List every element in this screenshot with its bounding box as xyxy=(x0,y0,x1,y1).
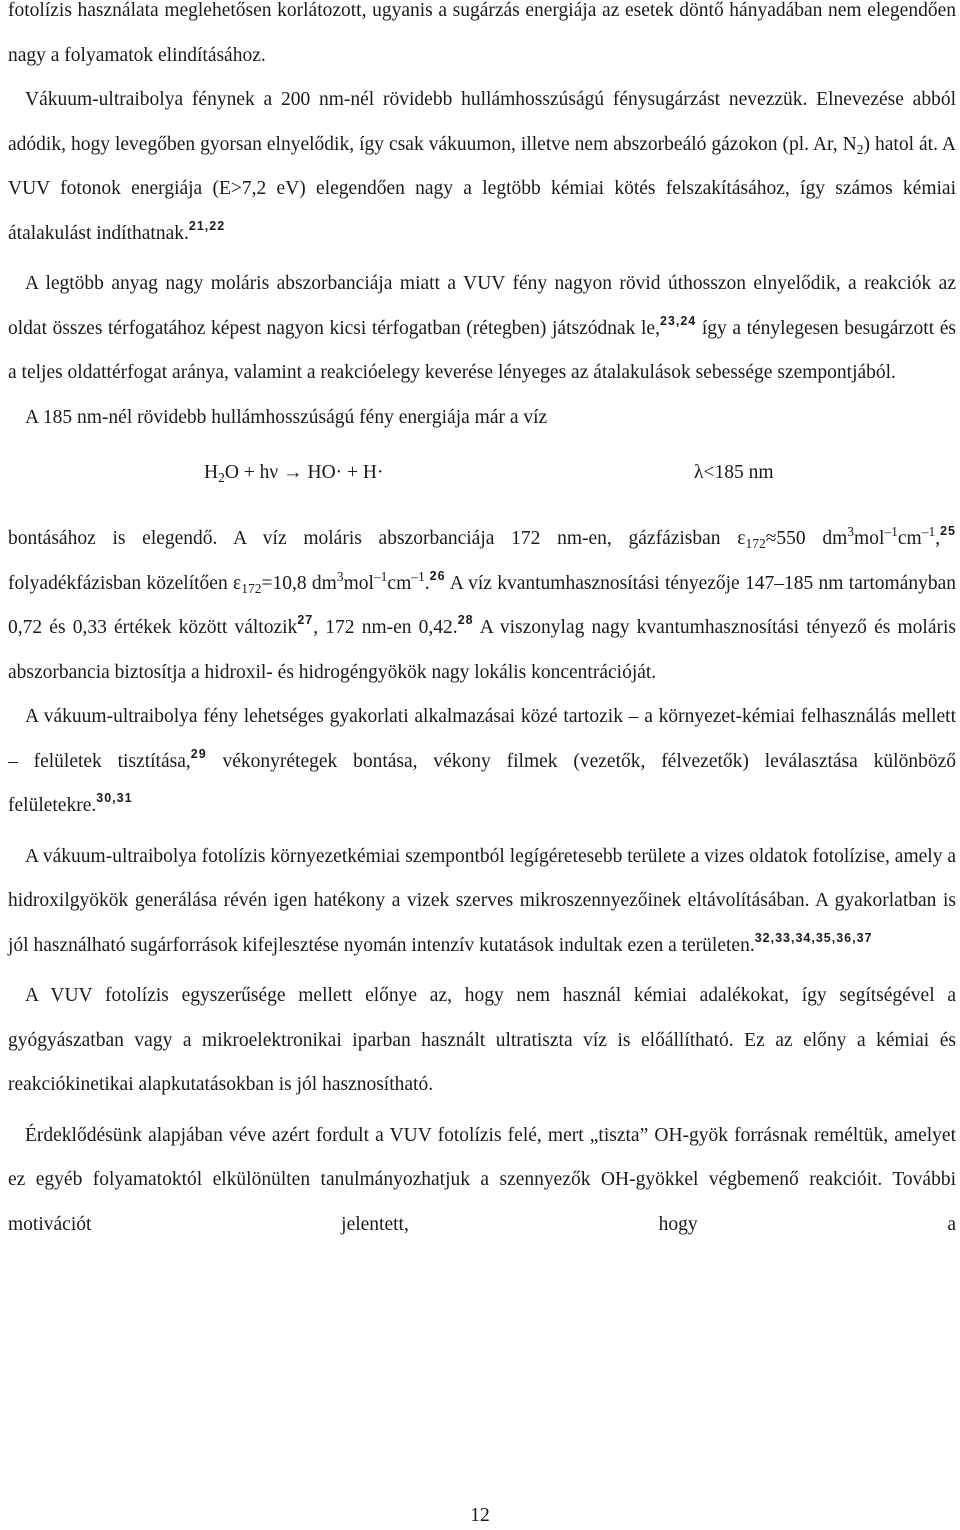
p3-text-8: mol xyxy=(343,572,374,594)
p3-text-5: , xyxy=(935,528,941,549)
paragraph-1-text-2: Vákuum-ultraibolya fénynek a 200 nm-nél rövidebb hullámhosszúságú fénysugárzást nevezzük. Elnevezése abból adódik, hogy levegőben gyorsan elnyelődik, így csak vákuumon, illetve nem abszorbeáló gázokon (pl. Ar, N xyxy=(8,89,956,155)
p3-sub-2: 172 xyxy=(241,580,262,596)
p3-sup-6: –1 xyxy=(411,568,425,584)
p3-text-3: mol xyxy=(854,528,885,549)
page-number: 12 xyxy=(470,1505,490,1526)
p3-text-11: A víz kvantumhasznosítási tényezője 147–185 nm tartományban 0,72 és 0,33 értékek között változik xyxy=(8,572,956,638)
p3-sup-1: 3 xyxy=(847,524,855,539)
p3-sub-1: 172 xyxy=(745,536,766,551)
citation-26: 26 xyxy=(429,568,446,583)
p3-text-12: , 172 nm-en 0,42. xyxy=(313,617,458,638)
p3-text-7: =10,8 dm xyxy=(261,572,337,594)
citation-30-31: 30,31 xyxy=(96,791,133,805)
paragraph-2 xyxy=(8,262,956,396)
p3-sup-3: –1 xyxy=(921,524,936,539)
paragraph-1 xyxy=(8,0,956,256)
paragraph-7: Érdeklődésünk alapjában véve azért fordult a VUV fotolízis felé, mert „tiszta” OH-gyök forrásnak reméltük, amelyet ez egyéb folyamatoktól elkülönülten tanulmányozhatjuk a szennyezők OH-gyökkel végbemenő reakcióit. További motivációt jelentett, hogy a xyxy=(8,1124,956,1235)
paragraph-1-text-3: ) hatol át. A VUV fotonok energiája (E>7,2 eV) elegendően nagy a legtöbb kémiai kötés felszakításához, így számos kémiai átalakulást indíthatnak. xyxy=(8,133,956,244)
paragraph-5 xyxy=(8,835,956,969)
citation-29: 29 xyxy=(190,746,207,761)
paragraph-2-text-2: így a ténylegesen besugárzott és a teljes oldattérfogat aránya, valamint a reakcióelegy keverése lényeges az átalakulások sebessége szempontjából. xyxy=(8,317,956,383)
p3-text-4: cm xyxy=(897,528,922,549)
equation-subscript-2: 2 xyxy=(218,470,225,485)
p3-text-2: ≈550 dm xyxy=(765,528,848,549)
citation-23-24: 23,24 xyxy=(659,313,697,328)
p4-text-2: vékonyrétegek bontása, vékony filmek (vezetők, félvezetők) leválasztása különböző felületekre. xyxy=(8,750,956,816)
p3-text-13: A viszonylag nagy kvantumhasznosítási tényező és moláris abszorbancia biztosítja a hidroxil- és hidrogéngyökök nagy lokális koncentrációját. xyxy=(8,617,956,683)
paragraph-3 xyxy=(8,517,956,695)
paragraph-1-text-1: fotolízis használata meglehetősen korlátozott, ugyanis a sugárzás energiája az esetek döntő hányadában nem elegendően nagy a folyamatok elindításához. xyxy=(8,0,956,66)
p5-text-1: A vákuum-ultraibolya fotolízis környezetkémiai szempontból legígéretesebb területe a vizes oldatok fotolízise, amely a hidroxilgyökök generálása révén igen hatékony a vizek szerves mikroszennyezőinek eltávolításában. A gyakorlatban is jól használható sugárforrások kifejlesztése nyomán intenzív kutatások indultak ezen a területen. xyxy=(8,845,956,956)
p3-text-10: . xyxy=(424,572,430,594)
citation-21-22: 21,22 xyxy=(188,218,226,233)
p3-sup-2: –1 xyxy=(884,524,898,539)
citation-27: 27 xyxy=(297,613,314,627)
p3-sup-4: 3 xyxy=(336,568,344,584)
paragraph-1-subscript: 2 xyxy=(856,141,864,157)
p3-sup-5: –1 xyxy=(373,568,388,584)
p3-text-6: folyadékfázisban közelítően ε xyxy=(8,572,242,594)
paragraph-3-intro: A 185 nm-nél rövidebb hullámhosszúságú fény energiája már a víz xyxy=(25,406,548,428)
p3-text-1: bontásához is elegendő. A víz moláris abszorbanciája 172 nm-en, gázfázisban ε xyxy=(8,528,746,549)
equation-h: H xyxy=(204,462,219,483)
p4-text-1: A vákuum-ultraibolya fény lehetséges gyakorlati alkalmazásai közé tartozik – a környezet-kémiai felhasználás mellett – felületek tisztítása, xyxy=(8,706,956,772)
equation-water-photolysis xyxy=(8,442,956,517)
paragraph-4 xyxy=(8,695,956,829)
equation-left-side xyxy=(204,462,383,484)
document-page xyxy=(8,0,956,1247)
equation-rest: O + hν → HO· + H· xyxy=(224,462,384,483)
citation-32-37: 32,33,34,35,36,37 xyxy=(754,930,873,945)
equation-condition: λ<185 nm xyxy=(694,462,774,483)
citation-25: 25 xyxy=(940,524,956,538)
p3-text-9: cm xyxy=(387,572,412,594)
paragraph-2-text-1: A legtöbb anyag nagy moláris abszorbanciája miatt a VUV fény nagyon rövid úthosszon elnyelődik, a reakciók az oldat összes térfogatához képest nagyon kicsi térfogatban (rétegben) játszódnak le, xyxy=(8,273,956,339)
paragraph-6: A VUV fotolízis egyszerűsége mellett előnye az, hogy nem használ kémiai adalékokat, így segítségével a gyógyászatban vagy a mikroelektronikai iparban használt ultratiszta víz is előállítható. Ez az előny a kémiai és reakciókinetikai alapkutatásokban is jól hasznosítható. xyxy=(8,985,956,1095)
citation-28: 28 xyxy=(457,613,474,627)
